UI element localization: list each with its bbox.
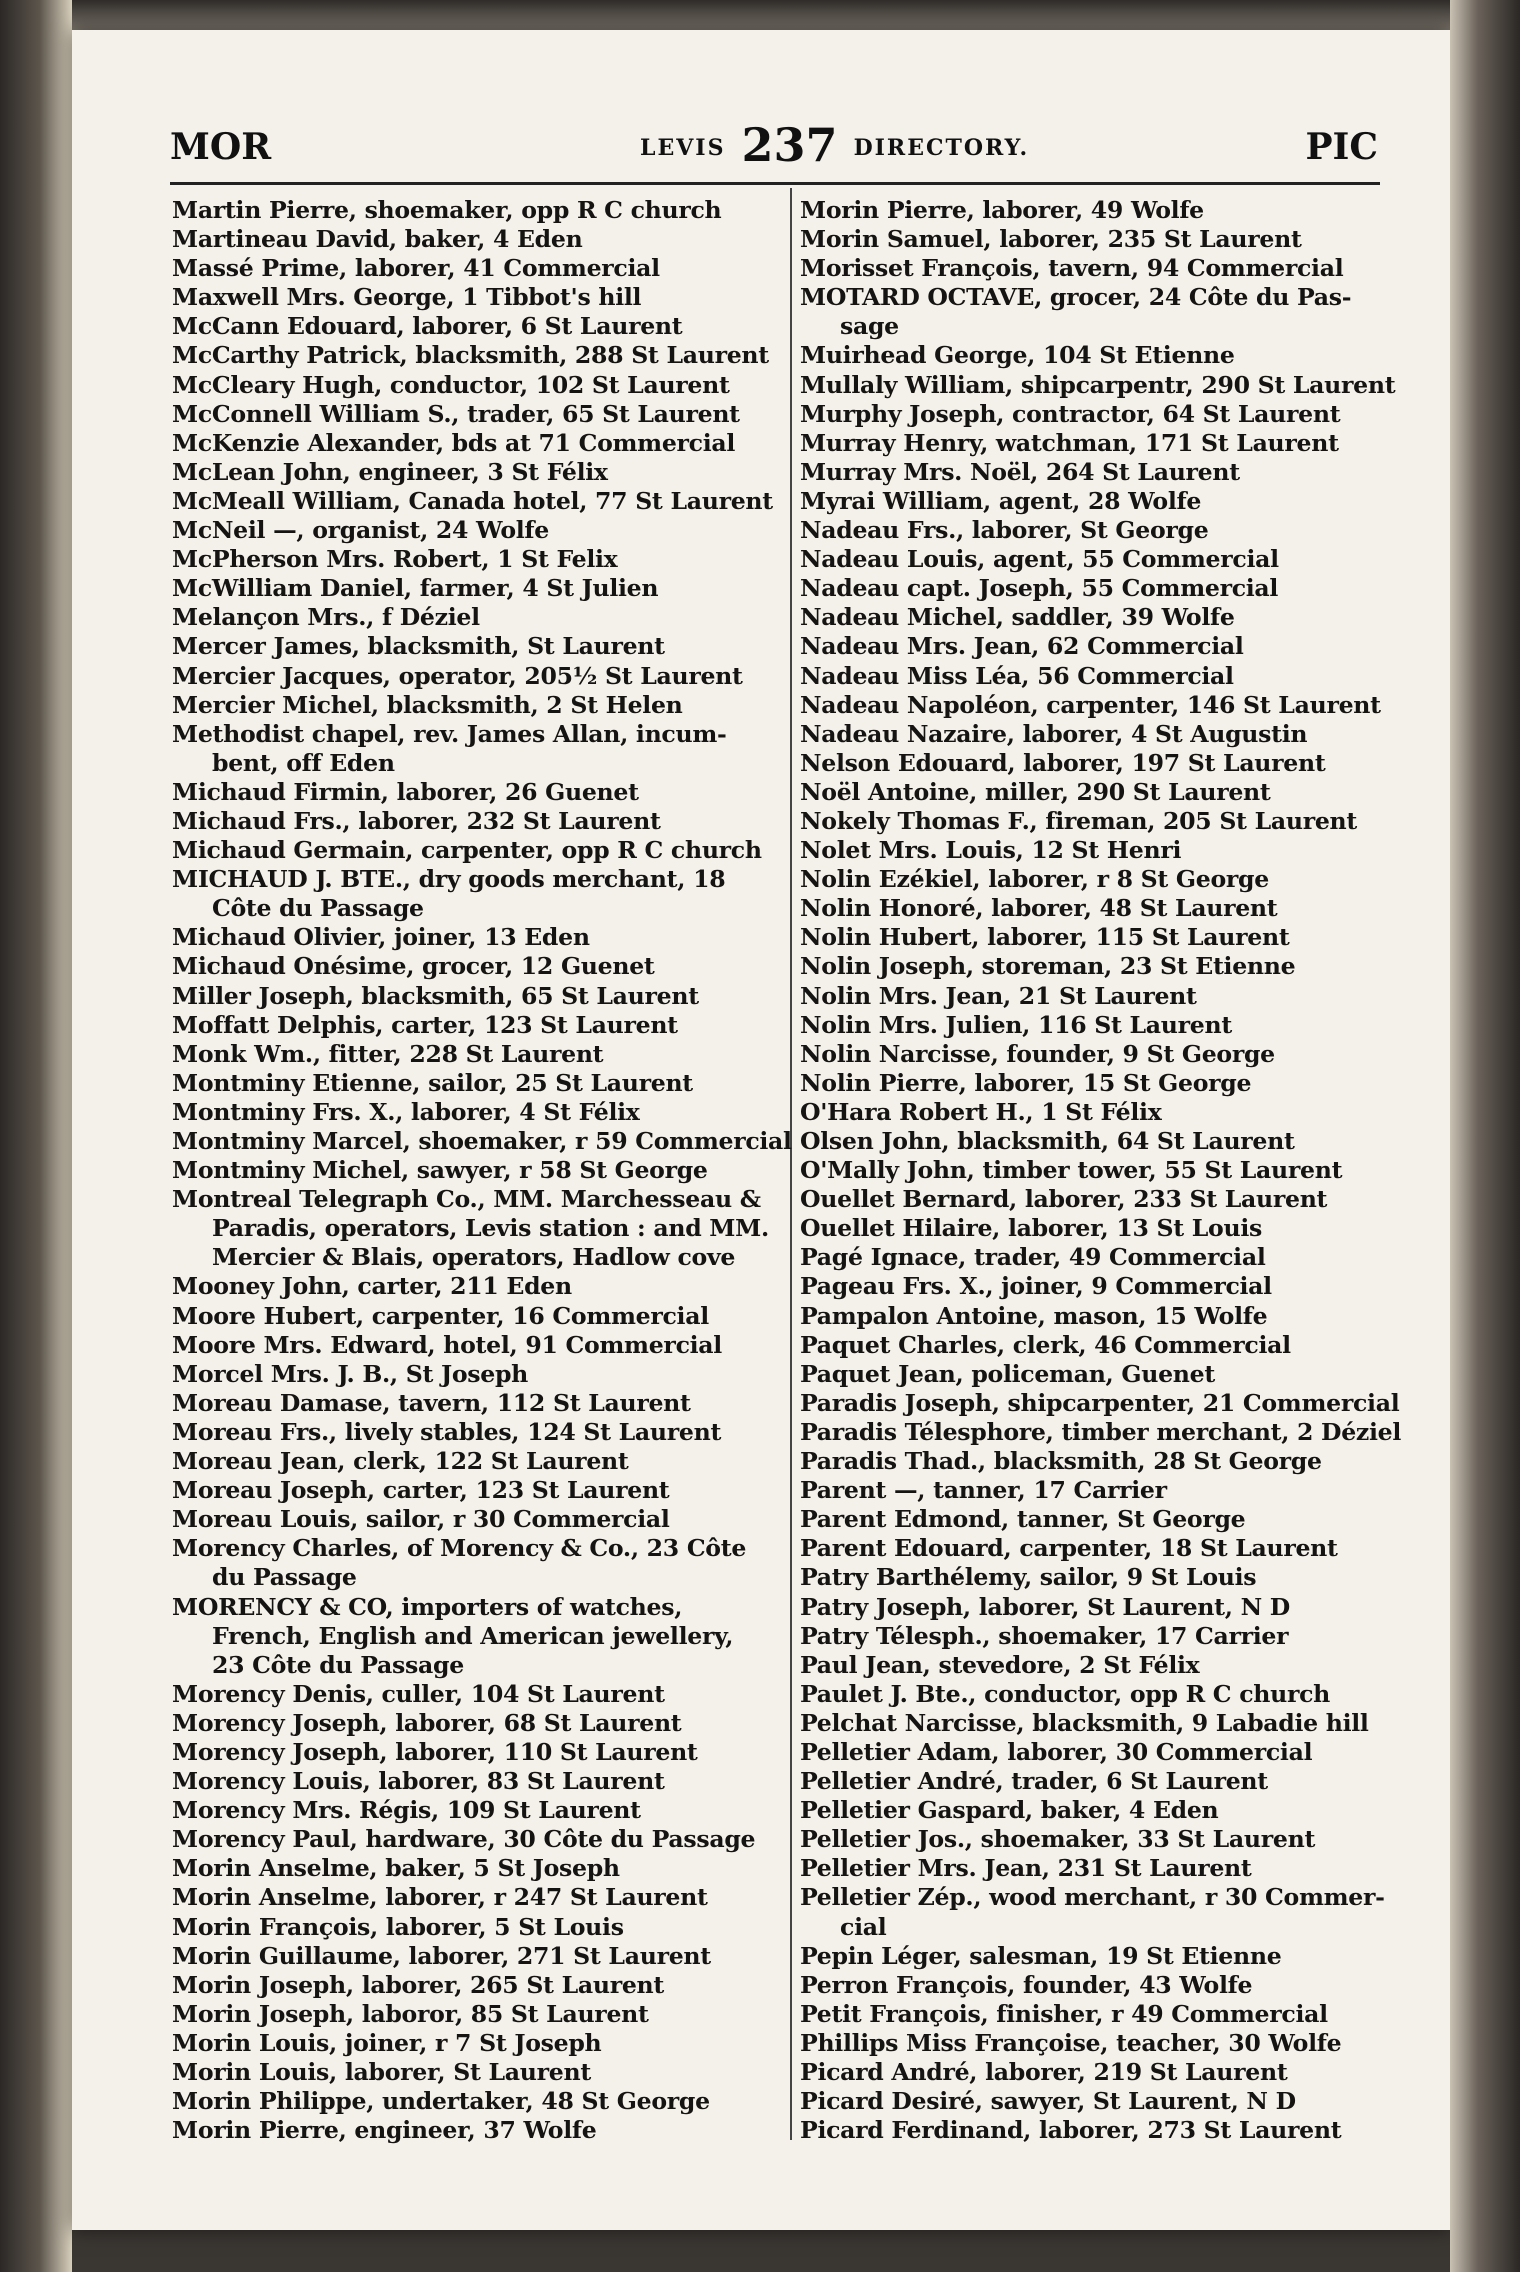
directory-entry	[800, 749, 1390, 778]
directory-entry	[172, 516, 772, 545]
directory-entry	[172, 982, 772, 1011]
directory-entry	[800, 2116, 1390, 2145]
entry-line: Mercier Jacques, operator, 205½ St Laurent	[172, 661, 743, 690]
directory-entry	[800, 836, 1390, 865]
entry-line: Moreau Joseph, carter, 123 St Laurent	[172, 1476, 670, 1505]
entry-line: Pageau Frs. X., joiner, 9 Commercial	[800, 1272, 1272, 1301]
header-range-start: MOR	[170, 126, 272, 168]
entry-line: MOTARD OCTAVE, grocer, 24 Côte du Pas-	[800, 283, 1352, 312]
entry-line: Moreau Jean, clerk, 122 St Laurent	[172, 1447, 629, 1476]
column-divider	[790, 188, 792, 2140]
entry-continuation: cial	[840, 1912, 887, 1941]
directory-entry	[800, 487, 1390, 516]
entry-line: Parent Edouard, carpenter, 18 St Laurent	[800, 1534, 1338, 1563]
entry-line: Melançon Mrs., f Déziel	[172, 603, 480, 632]
entry-line: Paulet J. Bte., conductor, opp R C church	[800, 1679, 1331, 1708]
entry-line: Perron François, founder, 43 Wolfe	[800, 1970, 1253, 1999]
directory-entry	[800, 1447, 1390, 1476]
directory-entry	[800, 1476, 1390, 1505]
directory-entry	[172, 1272, 772, 1301]
entry-line: Nolin Joseph, storeman, 23 St Etienne	[800, 952, 1296, 981]
entry-continuation: bent, off Eden	[212, 748, 395, 777]
entry-line: Murray Henry, watchman, 171 St Laurent	[800, 428, 1339, 457]
directory-entry	[172, 1127, 792, 1156]
entry-line: Petit François, finisher, r 49 Commercial	[800, 1999, 1328, 2028]
entry-line: Michaud Germain, carpenter, opp R C church	[172, 836, 762, 865]
entry-line: Morisset François, tavern, 94 Commercial	[800, 254, 1344, 283]
entry-line: Myrai William, agent, 28 Wolfe	[800, 486, 1202, 515]
entry-line: Patry Barthélemy, sailor, 9 St Louis	[800, 1563, 1257, 1592]
entry-line: Michaud Firmin, laborer, 26 Guenet	[172, 777, 639, 806]
directory-entry	[172, 1331, 772, 1360]
entry-line: Nadeau Napoléon, carpenter, 146 St Laurent	[800, 690, 1381, 719]
directory-entry	[800, 1360, 1390, 1389]
entry-line: Massé Prime, laborer, 41 Commercial	[172, 254, 660, 283]
entry-line: MICHAUD J. BTE., dry goods merchant, 18	[172, 865, 726, 894]
entry-line: McKenzie Alexander, bds at 71 Commercial	[172, 428, 736, 457]
entry-line: Picard Desiré, sawyer, St Laurent, N D	[800, 2087, 1296, 2116]
directory-entry	[172, 1971, 772, 2000]
entry-line: Mullaly William, shipcarpentr, 290 St Laurent	[800, 370, 1396, 399]
entry-continuation: Paradis, operators, Levis station : and MM.	[212, 1214, 769, 1243]
entry-line: Pelletier Mrs. Jean, 231 St Laurent	[800, 1854, 1252, 1883]
entry-line: Morin Louis, laborer, St Laurent	[172, 2058, 591, 2086]
entry-line: Nokely Thomas F., fireman, 205 St Laurent	[800, 806, 1357, 835]
entry-line: Moffatt Delphis, carter, 123 St Laurent	[172, 1010, 678, 1039]
directory-entry	[800, 1040, 1390, 1069]
entry-line: Paquet Charles, clerk, 46 Commercial	[800, 1330, 1291, 1359]
directory-entry	[800, 1796, 1390, 1825]
entry-line: Morin Samuel, laborer, 235 St Laurent	[800, 225, 1302, 254]
directory-entry	[800, 545, 1390, 574]
entry-line: Moreau Damase, tavern, 112 St Laurent	[172, 1388, 691, 1417]
entry-line: Mercer James, blacksmith, St Laurent	[172, 632, 665, 661]
entry-continuation: 23 Côte du Passage	[212, 1650, 464, 1679]
directory-entry	[800, 1942, 1390, 1971]
header-city: LEVIS	[640, 135, 726, 161]
directory-entry	[800, 952, 1390, 981]
directory-entry	[172, 196, 772, 225]
entry-line: Montminy Marcel, shoemaker, r 59 Commercial	[172, 1127, 792, 1155]
directory-entry	[800, 1302, 1390, 1331]
directory-entry	[172, 952, 772, 981]
directory-entry	[800, 1593, 1390, 1622]
entry-line: Nelson Edouard, laborer, 197 St Laurent	[800, 748, 1326, 777]
directory-entry	[172, 429, 772, 458]
entry-line: Michaud Frs., laborer, 232 St Laurent	[172, 806, 661, 835]
entry-continuation: sage	[840, 312, 899, 341]
entry-line: McConnell William S., trader, 65 St Laurent	[172, 399, 740, 428]
entry-line: Morency Charles, of Morency & Co., 23 Côte	[172, 1534, 747, 1563]
top-binding-strip	[72, 0, 1450, 30]
directory-entry	[800, 574, 1390, 603]
entry-line: Nolin Honoré, laborer, 48 St Laurent	[800, 894, 1278, 923]
entry-line: Morin Anselme, laborer, r 247 St Laurent	[172, 1883, 708, 1912]
entry-line: Nolin Hubert, laborer, 115 St Laurent	[800, 923, 1290, 952]
entry-line: Nadeau Michel, saddler, 39 Wolfe	[800, 603, 1235, 632]
directory-entry	[800, 1156, 1390, 1185]
directory-entry	[172, 720, 772, 778]
entry-line: Morin Louis, joiner, r 7 St Joseph	[172, 2028, 602, 2057]
left-page-edge	[0, 0, 72, 2272]
directory-entry	[172, 1942, 772, 1971]
directory-entry	[800, 865, 1390, 894]
entry-line: Ouellet Bernard, laborer, 233 St Laurent	[800, 1185, 1328, 1214]
header-rule	[170, 182, 1380, 185]
entry-line: Morency Denis, culler, 104 St Laurent	[172, 1679, 665, 1708]
directory-entry	[172, 1098, 772, 1127]
directory-entry	[800, 516, 1390, 545]
directory-entry	[172, 1418, 772, 1447]
entry-line: MORENCY & CO, importers of watches,	[172, 1592, 683, 1621]
entry-line: Morcel Mrs. J. B., St Joseph	[172, 1359, 529, 1388]
directory-entry	[172, 1913, 772, 1942]
directory-entry	[800, 1738, 1390, 1767]
directory-entry	[800, 1331, 1390, 1360]
directory-entry	[172, 1360, 772, 1389]
entry-line: Morency Joseph, laborer, 110 St Laurent	[172, 1737, 698, 1766]
entry-line: Morency Paul, hardware, 30 Côte du Passage	[172, 1825, 756, 1854]
directory-entry	[800, 2058, 1390, 2087]
entry-line: Ouellet Hilaire, laborer, 13 St Louis	[800, 1214, 1262, 1243]
directory-entry	[172, 1767, 772, 1796]
entry-line: Monk Wm., fitter, 228 St Laurent	[172, 1039, 604, 1068]
entry-line: Pelletier Gaspard, baker, 4 Eden	[800, 1796, 1219, 1825]
entry-line: Murray Mrs. Noël, 264 St Laurent	[800, 457, 1240, 486]
directory-entry	[172, 312, 772, 341]
entry-line: Pelletier Jos., shoemaker, 33 St Laurent	[800, 1825, 1316, 1854]
directory-entry	[800, 1971, 1390, 2000]
directory-entry	[172, 1593, 772, 1680]
entry-line: Picard Ferdinand, laborer, 273 St Laurent	[800, 2116, 1342, 2145]
directory-entry	[172, 1796, 772, 1825]
entry-line: Nolin Mrs. Julien, 116 St Laurent	[800, 1010, 1232, 1039]
directory-entry	[800, 2029, 1390, 2058]
directory-entry	[800, 1243, 1390, 1272]
entry-line: Paradis Thad., blacksmith, 28 St George	[800, 1447, 1322, 1476]
entry-line: Methodist chapel, rev. James Allan, incum-	[172, 719, 727, 748]
directory-entry	[172, 371, 772, 400]
entry-line: Martineau David, baker, 4 Eden	[172, 225, 583, 254]
directory-entry	[172, 1680, 772, 1709]
entry-line: Murphy Joseph, contractor, 64 St Laurent	[800, 399, 1341, 428]
page-number: 237	[741, 118, 838, 172]
entry-line: Nadeau capt. Joseph, 55 Commercial	[800, 574, 1279, 603]
directory-entry	[172, 2029, 772, 2058]
directory-entry	[800, 662, 1390, 691]
directory-entry	[800, 1651, 1390, 1680]
directory-entry	[172, 1534, 772, 1592]
entry-line: Nadeau Miss Léa, 56 Commercial	[800, 661, 1234, 690]
entry-line: Morency Joseph, laborer, 68 St Laurent	[172, 1708, 682, 1737]
directory-entry	[172, 400, 772, 429]
entry-line: Moreau Frs., lively stables, 124 St Laurent	[172, 1417, 722, 1446]
directory-entry	[172, 283, 772, 312]
directory-entry	[800, 720, 1390, 749]
directory-entry	[800, 370, 1396, 400]
entry-line: Montminy Etienne, sailor, 25 St Laurent	[172, 1068, 693, 1097]
entry-line: Pelletier Zép., wood merchant, r 30 Commer-	[800, 1883, 1385, 1912]
directory-entry	[800, 341, 1390, 370]
directory-entry	[172, 1040, 772, 1069]
entry-line: Morency Louis, laborer, 83 St Laurent	[172, 1767, 665, 1796]
entry-line: Noël Antoine, miller, 290 St Laurent	[800, 777, 1271, 806]
right-page-edge	[1450, 0, 1520, 2272]
directory-entry	[800, 225, 1390, 254]
entry-line: McMeall William, Canada hotel, 77 St Laurent	[172, 486, 773, 515]
directory-entry	[172, 2000, 772, 2029]
entry-line: Patry Télesph., shoemaker, 17 Carrier	[800, 1621, 1289, 1650]
directory-entry	[800, 400, 1390, 429]
directory-entry	[800, 1825, 1390, 1854]
entry-line: Morin Joseph, laboror, 85 St Laurent	[172, 1999, 649, 2028]
entry-line: Miller Joseph, blacksmith, 65 St Laurent	[172, 981, 699, 1010]
directory-entry	[800, 807, 1390, 836]
entry-line: Moore Mrs. Edward, hotel, 91 Commercial	[172, 1330, 722, 1359]
directory-entry	[172, 1505, 772, 1534]
directory-entry	[800, 1563, 1390, 1592]
entry-line: Patry Joseph, laborer, St Laurent, N D	[800, 1592, 1290, 1621]
entry-line: Paul Jean, stevedore, 2 St Félix	[800, 1650, 1200, 1679]
entry-line: Morin Philippe, undertaker, 48 St George	[172, 2087, 710, 2116]
directory-entry	[800, 1214, 1390, 1243]
entry-line: McWilliam Daniel, farmer, 4 St Julien	[172, 574, 659, 603]
entry-line: Nadeau Mrs. Jean, 62 Commercial	[800, 632, 1244, 661]
directory-entry	[800, 632, 1390, 661]
directory-entry	[172, 458, 772, 487]
directory-entry	[800, 1622, 1390, 1651]
directory-entry	[172, 865, 772, 923]
directory-entry	[800, 1417, 1402, 1447]
directory-entry	[172, 632, 772, 661]
directory-entry	[800, 603, 1390, 632]
directory-entry	[172, 2087, 772, 2116]
directory-entry	[800, 1505, 1390, 1534]
entry-line: Morin Guillaume, laborer, 271 St Laurent	[172, 1941, 711, 1970]
entry-line: Morin Anselme, baker, 5 St Joseph	[172, 1854, 620, 1883]
directory-entry	[800, 1883, 1390, 1941]
directory-entry	[172, 836, 772, 865]
directory-entry	[800, 1069, 1390, 1098]
directory-entry	[800, 2087, 1390, 2116]
entry-line: Paquet Jean, policeman, Guenet	[800, 1359, 1215, 1388]
directory-entry	[172, 662, 772, 691]
entry-line: Nadeau Frs., laborer, St George	[800, 516, 1209, 545]
entry-continuation: Mercier & Blais, operators, Hadlow cove	[212, 1243, 736, 1272]
entry-line: Nolin Narcisse, founder, 9 St George	[800, 1039, 1275, 1068]
entry-line: Nolet Mrs. Louis, 12 St Henri	[800, 836, 1182, 865]
directory-entry	[800, 1185, 1390, 1214]
directory-entry	[800, 1272, 1390, 1301]
entry-line: Morency Mrs. Régis, 109 St Laurent	[172, 1796, 641, 1825]
entry-line: Picard André, laborer, 219 St Laurent	[800, 2058, 1288, 2086]
entry-line: Nolin Mrs. Jean, 21 St Laurent	[800, 981, 1197, 1010]
entry-line: Martin Pierre, shoemaker, opp R C church	[172, 196, 722, 224]
entry-line: McCarthy Patrick, blacksmith, 288 St Laurent	[172, 341, 769, 370]
entry-line: Phillips Miss Françoise, teacher, 30 Wolfe	[800, 2028, 1342, 2057]
entry-line: Michaud Olivier, joiner, 13 Eden	[172, 923, 590, 952]
directory-entry	[172, 2058, 772, 2087]
entry-continuation: French, English and American jewellery,	[212, 1621, 734, 1650]
directory-entry	[172, 225, 772, 254]
directory-entry	[172, 1447, 772, 1476]
directory-entry	[800, 254, 1390, 283]
entry-line: McPherson Mrs. Robert, 1 St Felix	[172, 545, 618, 574]
header-title	[640, 118, 1029, 172]
entry-line: McCleary Hugh, conductor, 102 St Laurent	[172, 370, 730, 399]
entry-line: Nadeau Louis, agent, 55 Commercial	[800, 545, 1279, 574]
entry-line: Paradis Télesphore, timber merchant, 2 Déziel	[800, 1417, 1402, 1446]
directory-entry	[800, 2000, 1390, 2029]
directory-entry	[800, 923, 1390, 952]
directory-entry	[800, 982, 1390, 1011]
entry-line: Pelletier Adam, laborer, 30 Commercial	[800, 1737, 1313, 1766]
directory-entry	[172, 1476, 772, 1505]
entry-line: Parent —, tanner, 17 Carrier	[800, 1476, 1167, 1505]
directory-entry	[172, 1302, 772, 1331]
directory-entry	[172, 1709, 772, 1738]
entry-line: Mooney John, carter, 211 Eden	[172, 1272, 572, 1301]
entry-line: McCann Edouard, laborer, 6 St Laurent	[172, 312, 683, 341]
entry-line: Morin Pierre, engineer, 37 Wolfe	[172, 2116, 597, 2145]
directory-entry	[172, 574, 772, 603]
entry-line: Pelletier André, trader, 6 St Laurent	[800, 1767, 1268, 1796]
entry-line: Maxwell Mrs. George, 1 Tibbot's hill	[172, 283, 642, 312]
directory-entry	[172, 603, 772, 632]
entry-line: Mercier Michel, blacksmith, 2 St Helen	[172, 690, 683, 719]
directory-entry	[800, 1011, 1390, 1040]
entry-continuation: du Passage	[212, 1563, 357, 1592]
page-header	[100, 118, 1378, 178]
directory-entry	[172, 691, 772, 720]
directory-entry	[800, 458, 1390, 487]
directory-entry	[800, 1680, 1390, 1709]
entry-line: Nolin Pierre, laborer, 15 St George	[800, 1068, 1252, 1097]
directory-entry	[172, 545, 772, 574]
directory-entry	[172, 487, 772, 516]
directory-entry	[800, 778, 1390, 807]
header-range-end: PIC	[1305, 126, 1378, 168]
directory-entry	[800, 1098, 1390, 1127]
entry-line: Montreal Telegraph Co., MM. Marchesseau &	[172, 1185, 761, 1214]
directory-entry	[172, 341, 772, 370]
directory-entry	[172, 1011, 772, 1040]
entry-line: Pampalon Antoine, mason, 15 Wolfe	[800, 1301, 1268, 1330]
directory-entry	[172, 2116, 772, 2145]
entry-line: Nadeau Nazaire, laborer, 4 St Augustin	[800, 719, 1308, 748]
directory-entry	[800, 1709, 1390, 1738]
right-column	[800, 196, 1402, 2145]
directory-entry	[800, 1767, 1390, 1796]
directory-entry	[172, 1854, 772, 1883]
directory-entry	[800, 1534, 1390, 1563]
directory-entry	[800, 429, 1390, 458]
entry-line: Pepin Léger, salesman, 19 St Etienne	[800, 1941, 1282, 1970]
entry-line: Morin François, laborer, 5 St Louis	[172, 1912, 624, 1941]
entry-line: McLean John, engineer, 3 St Félix	[172, 457, 608, 486]
directory-entry	[800, 894, 1390, 923]
directory-entry	[800, 1127, 1390, 1156]
directory-entry	[172, 1883, 772, 1912]
directory-entry	[172, 1738, 772, 1767]
entry-line: Pelchat Narcisse, blacksmith, 9 Labadie hill	[800, 1708, 1369, 1737]
left-column	[172, 196, 792, 2145]
entry-line: O'Mally John, timber tower, 55 St Laurent	[800, 1156, 1343, 1185]
directory-entry	[800, 691, 1390, 720]
entry-line: Michaud Onésime, grocer, 12 Guenet	[172, 952, 655, 981]
directory-entry	[172, 807, 772, 836]
directory-entry	[800, 1854, 1390, 1883]
directory-entry	[172, 778, 772, 807]
entry-continuation: Côte du Passage	[212, 894, 424, 923]
directory-entry	[172, 923, 772, 952]
entry-line: McNeil —, organist, 24 Wolfe	[172, 516, 549, 545]
directory-entry	[172, 1185, 772, 1272]
entry-line: Moore Hubert, carpenter, 16 Commercial	[172, 1301, 709, 1330]
entry-line: Olsen John, blacksmith, 64 St Laurent	[800, 1127, 1295, 1155]
entry-line: O'Hara Robert H., 1 St Félix	[800, 1097, 1162, 1126]
directory-entry	[172, 1389, 772, 1418]
entry-line: Morin Joseph, laborer, 265 St Laurent	[172, 1970, 664, 1999]
directory-entry	[800, 1388, 1400, 1418]
entry-line: Moreau Louis, sailor, r 30 Commercial	[172, 1505, 670, 1534]
directory-entry	[800, 196, 1390, 225]
entry-line: Morin Pierre, laborer, 49 Wolfe	[800, 196, 1204, 224]
directory-entry	[800, 283, 1390, 341]
header-directory: DIRECTORY.	[853, 135, 1030, 161]
entry-line: Muirhead George, 104 St Etienne	[800, 341, 1235, 370]
entry-line: Montminy Frs. X., laborer, 4 St Félix	[172, 1097, 640, 1126]
entry-line: Montminy Michel, sawyer, r 58 St George	[172, 1156, 708, 1185]
entry-line: Pagé Ignace, trader, 49 Commercial	[800, 1243, 1266, 1272]
entry-line: Parent Edmond, tanner, St George	[800, 1505, 1246, 1534]
directory-entry	[172, 1069, 772, 1098]
entry-line: Paradis Joseph, shipcarpenter, 21 Commercial	[800, 1388, 1400, 1417]
directory-entry	[172, 1156, 772, 1185]
directory-entry	[172, 254, 772, 283]
entry-line: Nolin Ezékiel, laborer, r 8 St George	[800, 865, 1269, 894]
directory-entry	[172, 1825, 772, 1854]
